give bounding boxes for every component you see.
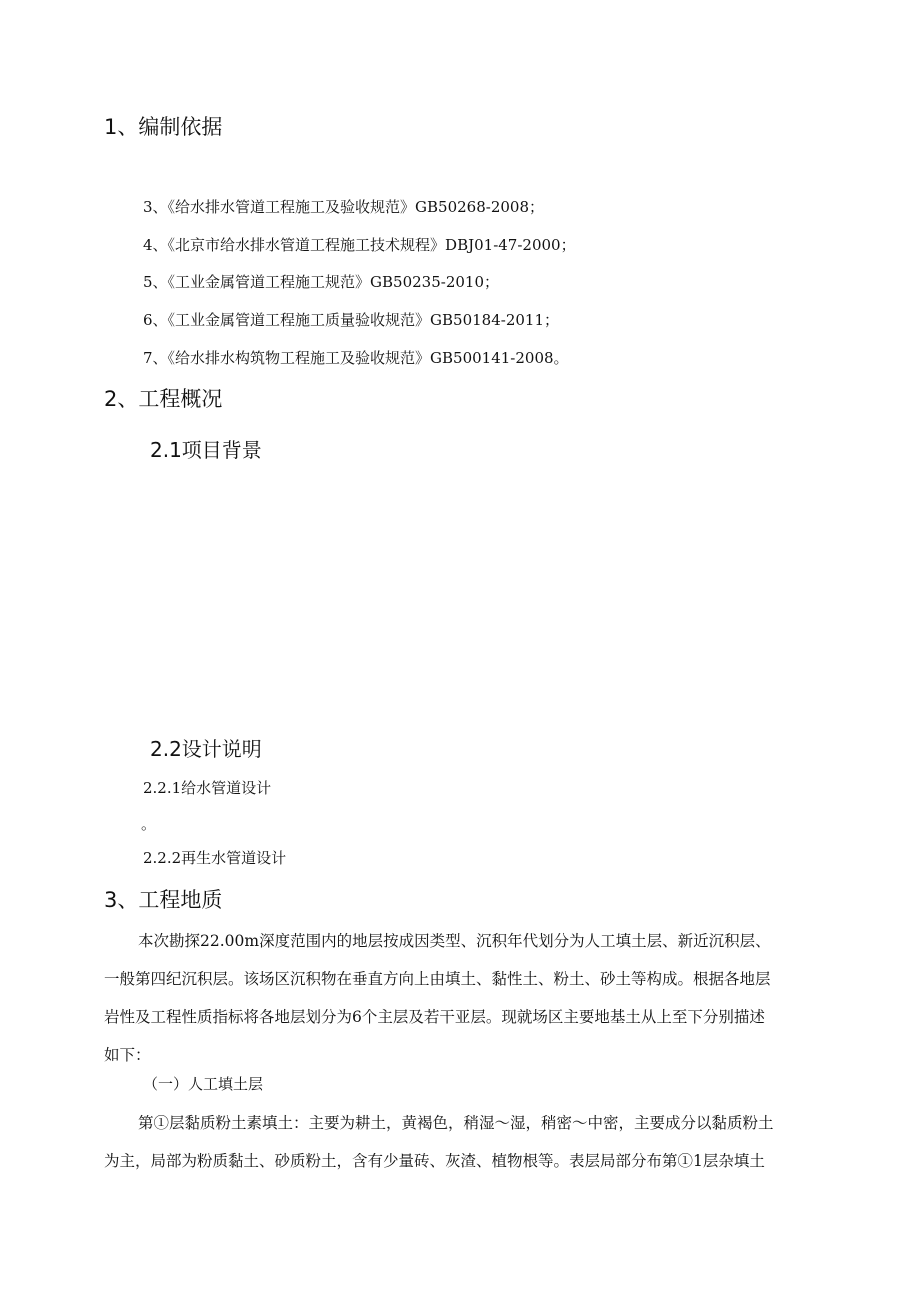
subsection-2-1-heading: 2.1项目背景 [150, 438, 262, 462]
subsection-2-2-2-heading: 2.2.2再生水管道设计 [143, 849, 287, 867]
paragraph-line: 为主，局部为粉质黏土、砂质粉土，含有少量砖、灰渣、植物根等。表层局部分布第①1层杂填土 [104, 1152, 765, 1170]
paragraph-line: 本次勘探22.00m深度范围内的地层按成因类型、沉积年代划分为人工填土层、新近沉积层、 [138, 932, 771, 950]
layer-1-heading: （一）人工填土层 [143, 1075, 264, 1093]
reference-item: 3、《给水排水管道工程施工及验收规范》GB50268-2008； [143, 198, 545, 216]
reference-item: 6、《工业金属管道工程施工质量验收规范》GB50184-2011； [143, 311, 560, 329]
section-1-heading: 1、编制依据 [104, 115, 223, 139]
reference-item: 5、《工业金属管道工程施工规范》GB50235-2010； [143, 273, 500, 291]
section-3-heading: 3、工程地质 [104, 888, 223, 912]
subsection-2-2-heading: 2.2设计说明 [150, 737, 262, 761]
reference-item: 7、《给水排水构筑物工程施工及验收规范》GB500141-2008。 [143, 349, 569, 367]
paragraph-line: 岩性及工程性质指标将各地层划分为6个主层及若干亚层。现就场区主要地基土从上至下分别描述 [104, 1008, 765, 1026]
subsection-2-2-1-body: 。 [141, 815, 157, 833]
layer-1-paragraph [104, 1104, 838, 1180]
paragraph-line: 一般第四纪沉积层。该场区沉积物在垂直方向上由填土、黏性土、粉土、砂土等构成。根据各地层 [104, 970, 771, 988]
geology-intro-paragraph [104, 922, 838, 1074]
subsection-2-2-1-heading: 2.2.1给水管道设计 [143, 779, 272, 797]
section-2-heading: 2、工程概况 [104, 387, 223, 411]
paragraph-line: 第①层黏质粉土素填土：主要为耕土，黄褐色，稍湿～湿，稍密～中密，主要成分以黏质粉土 [138, 1114, 774, 1132]
paragraph-line: 如下： [104, 1046, 151, 1064]
reference-item: 4、《北京市给水排水管道工程施工技术规程》DBJ01-47-2000； [143, 236, 576, 254]
